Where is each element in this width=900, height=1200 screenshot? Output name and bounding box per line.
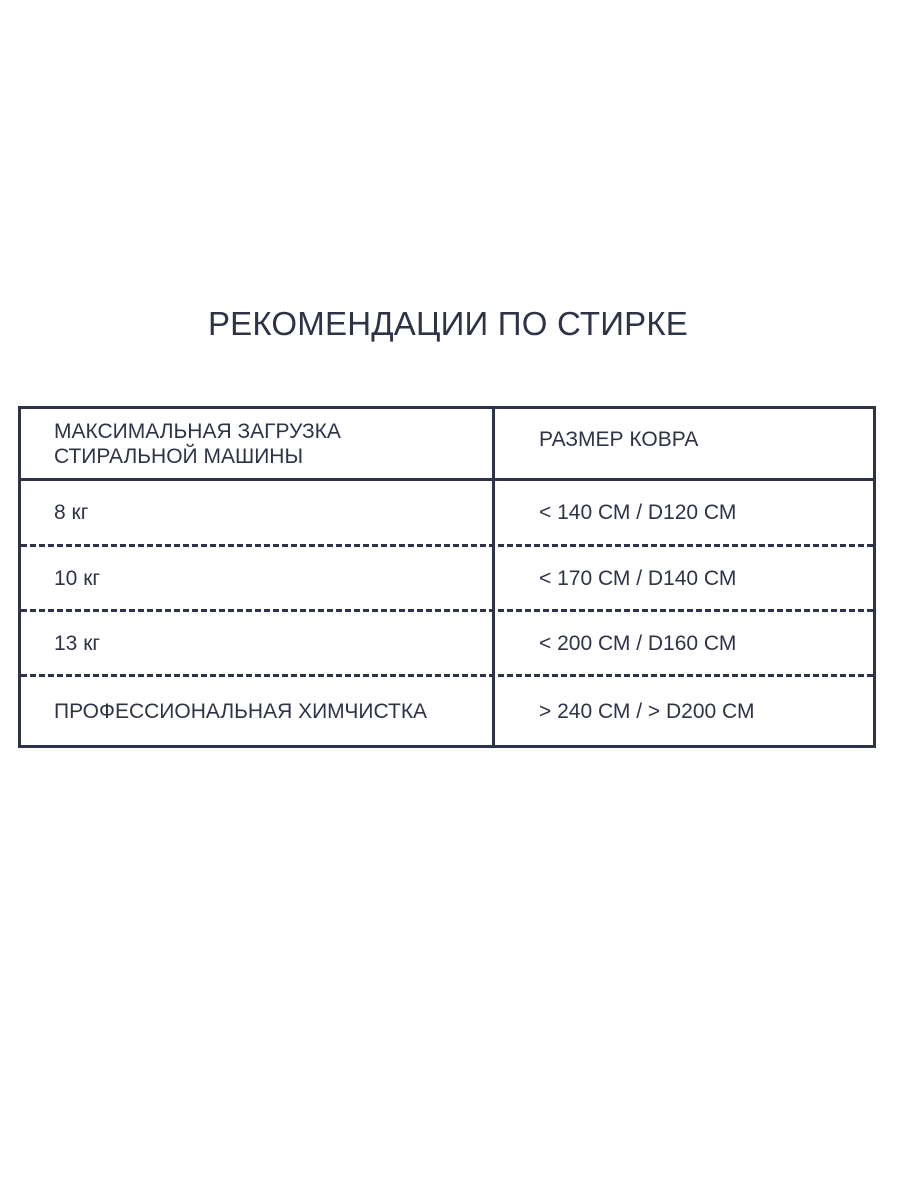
load-cell: 8 кг (21, 481, 495, 544)
table-row (21, 481, 873, 547)
table-header-row (21, 409, 873, 481)
size-cell: > 240 СМ / > D200 СМ (539, 699, 755, 723)
table-row (21, 612, 873, 677)
table-row (21, 677, 873, 745)
load-cell: ПРОФЕССИОНАЛЬНАЯ ХИМЧИСТКА (21, 677, 495, 745)
load-cell: 13 кг (21, 612, 495, 674)
header-rug-size: РАЗМЕР КОВРА (539, 428, 699, 451)
table-row (21, 547, 873, 612)
size-cell: < 140 СМ / D120 СМ (539, 501, 737, 524)
page-title: РЕКОМЕНДАЦИИ ПО СТИРКЕ (207, 305, 689, 342)
size-cell: < 200 СМ / D160 СМ (539, 631, 737, 655)
header-max-load: МАКСИМАЛЬНАЯ ЗАГРУЗКА СТИРАЛЬНОЙ МАШИНЫ (21, 409, 495, 478)
size-cell: < 170 СМ / D140 СМ (539, 566, 737, 590)
load-cell: 10 кг (21, 547, 495, 609)
washing-recommendations-table (18, 406, 876, 748)
